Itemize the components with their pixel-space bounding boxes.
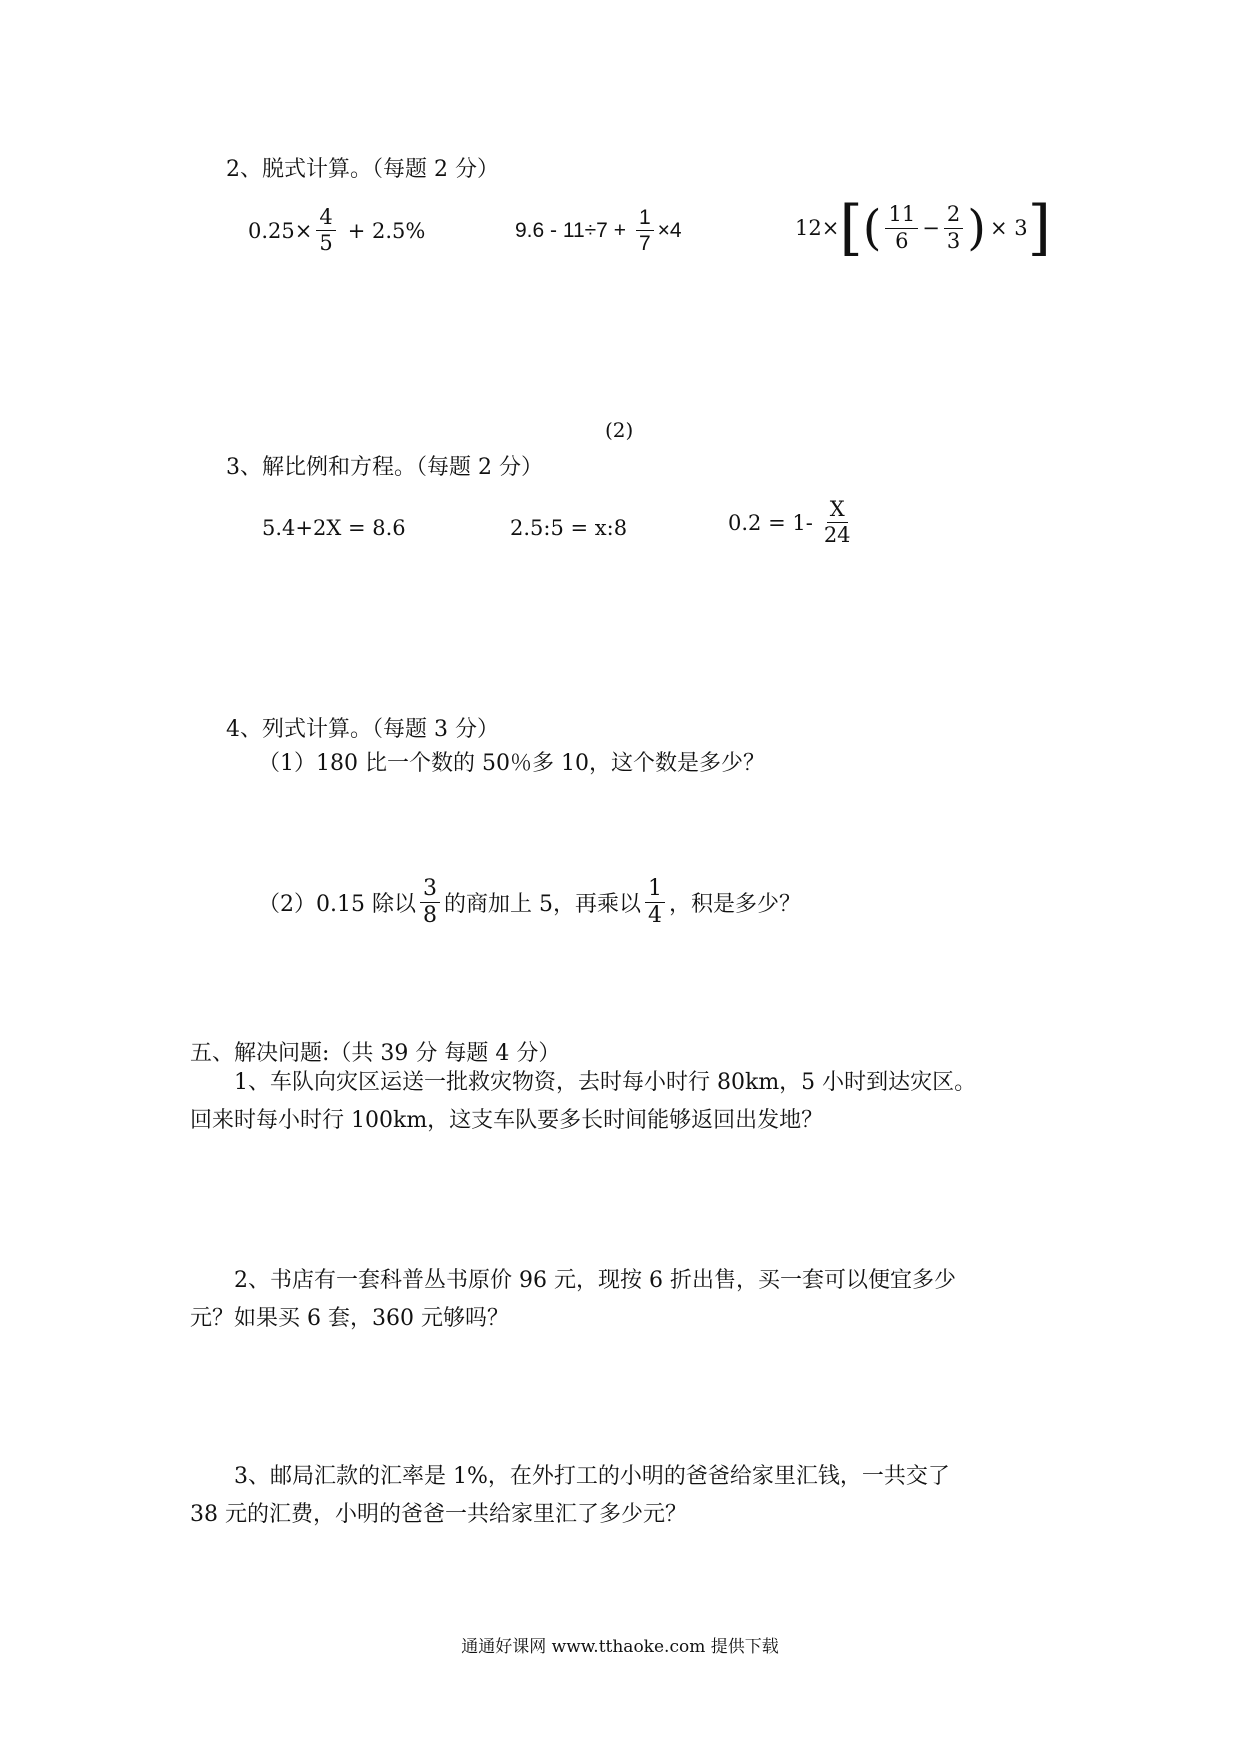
problem-3 [190,1458,1090,1534]
section-3-title: 3、解比例和方程。（每题 2 分） [226,455,543,480]
section-2-title: 2、脱式计算。（每题 2 分） [226,157,499,182]
problem-2 [190,1262,1090,1338]
problem-1-line-2: 回来时每小时行 100km，这支车队要多长时间能够返回出发地？ [190,1108,824,1133]
right-bracket: ] [1027,193,1051,263]
footer-text: 通通好课网 www.tthaoke.com 提供下载 [461,1637,779,1657]
left-paren: ( [862,200,882,256]
minus-sign: − [922,216,940,240]
expr2-part-a: 9.6 - 11÷7 + [515,218,626,242]
expr1-part-b: + 2.5% [347,218,426,243]
fraction-1-7: $\frac{1}{7}$ [636,205,654,256]
problem-1-line-1: 1、车队向灾区运送一批救灾物资，去时每小时行 80km，5 小时到达灾区。 [234,1070,977,1095]
fraction-4-5: $\frac{4}{5}$ [316,205,335,256]
question-4-2 [258,876,801,930]
q42-part-a: （2）0.15 除以 [258,892,416,918]
fraction-x-24: $\frac{X}{24}$ [823,497,851,548]
problem-2-line-2: 元？如果买 6 套，360 元够吗？ [190,1306,509,1331]
question-4-1: （1）180 比一个数的 50％多 10，这个数是多少？ [258,751,765,776]
page-number: (2) [605,418,634,442]
equation-1: 5.4+2X = 8.6 [262,516,406,540]
problem-1 [190,1064,1090,1140]
times-three: × 3 [989,216,1028,240]
q42-part-c: ，积是多少？ [668,892,801,918]
equation-2: 2.5:5 = x:8 [510,516,628,540]
expression-1 [248,205,425,256]
right-paren: ) [967,200,986,256]
problem-3-line-2: 38 元的汇费，小明的爸爸一共给家里汇了多少元？ [190,1502,687,1527]
fraction-1-4: $\frac{1}{4}$ [645,876,665,930]
expression-3 [795,193,1051,263]
fraction-2-3: $\frac{2}{3}$ [944,202,963,253]
problem-2-line-1: 2、书店有一套科普丛书原价 96 元，现按 6 折出售，买一套可以便宜多少 [234,1268,956,1293]
expr1-part-a: 0.25× [248,218,313,243]
problem-3-line-1: 3、邮局汇款的汇率是 1%，在外打工的小明的爸爸给家里汇钱，一共交了 [234,1464,950,1489]
equation-3 [728,497,858,548]
left-bracket: [ [839,193,863,263]
expr3-part-a: 12× [795,216,840,240]
eq3-part-a: 0.2 = 1- [728,510,813,535]
section-5-title: 五、解决问题:（共 39 分 每题 4 分） [190,1041,561,1066]
fraction-3-8: $\frac{3}{8}$ [420,876,440,930]
expression-2 [515,205,682,256]
section-4-title: 4、列式计算。（每题 3 分） [226,717,499,742]
fraction-11-6: $\frac{11}{6}$ [885,202,918,253]
q42-part-b: 的商加上 5，再乘以 [443,892,641,918]
expr2-part-b: ×4 [657,218,682,242]
